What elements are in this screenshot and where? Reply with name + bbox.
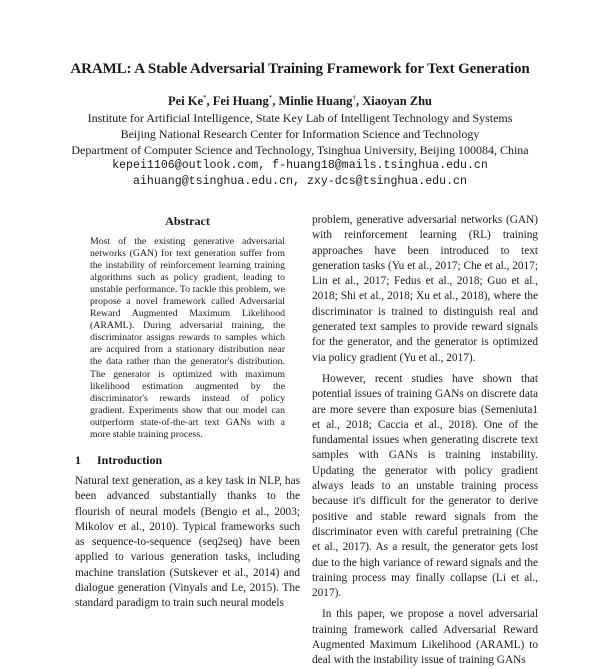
paragraph: However, recent studies have shown that potential issues of training GANs on discrete data are more severe than exposure bias (Semeniuta1 et al., 2018; Caccia et al., 2018). One of the fundamental issues when generating discrete text samples with GANs is training instability. Updating the generator with policy gradient always leads to an unstable training process because it's difficult for the generator to derive positive and stable reward signals from the discriminator even with careful pretraining (Che et al., 2017). As a result, the generator gets lost due to the high variance of reward signals and the training process may finally collapse (Li et al., 2017). [312, 372, 538, 600]
abstract-heading: Abstract [165, 214, 210, 228]
right-column [312, 213, 538, 669]
author-name: Xiaoyan Zhu [362, 94, 433, 109]
author-mark: * [268, 94, 273, 102]
paragraph: In this paper, we propose a novel adversarial training framework called Adversarial Reward Augmented Maximum Likelihood (ARAML) to deal with the instability issue of training GANs [312, 608, 538, 667]
section-heading [75, 453, 162, 468]
author-line: Pei Ke*, Fei Huang*, Minlie Huang†, Xiaoyan Zhu [167, 94, 433, 109]
affiliation-line: Department of Computer Science and Technology, Tsinghua University, Beijing 100084, China [71, 143, 529, 157]
affiliation-line: Institute for Artificial Intelligence, State Key Lab of Intelligent Technology and Systems [87, 111, 513, 125]
intro-paragraph [75, 474, 300, 612]
section-title: Introduction [97, 453, 163, 467]
author-name: Minlie Huang [278, 94, 353, 109]
email-line: kepei1106@outlook.com, f-huang18@mails.tsinghua.edu.cn [112, 159, 488, 172]
author-name: Fei Huang [212, 94, 269, 109]
author-mark: † [352, 94, 356, 102]
paragraph: Natural text generation, as a key task in NLP, has been advanced substantially thanks to the flourish of neural models (Bengio et al., 2003; Mikolov et al., 2010). Typical frameworks such as sequence-to-sequence (seq2seq) have been applied to various generation tasks, including machine translation (Sutskever et al., 2014) and dialogue generation (Vinyals and Le, 2015). The standard paradigm to train such neural models [75, 475, 300, 610]
section-number: 1 [75, 453, 81, 467]
paragraph: problem, generative adversarial networks (GAN) with reinforcement learning (RL) training approaches have been introduced to text generation tasks (Yu et al., 2017; Che et al., 2017; Lin et al., 2017; Fedus et al., 2018; Guo et al., 2018; Shi et al., 2018; Xu et al., 2018), where the discriminator is trained to distinguish real and generated text samples to provide reward signals for the generator, and the generator is optimized via policy gradient (Yu et al., 2017). [312, 214, 538, 364]
author-name: Pei Ke [167, 94, 204, 109]
abstract-text: Most of the existing generative adversarial networks (GAN) for text generation suffer from the instability of reinforcement learning training algorithms such as policy gradient, leading to unstable performance. To tackle this problem, we propose a novel framework called Adversarial Reward Augmented Maximum Likelihood (ARAML). During adversarial training, the discriminator assigns rewards to samples which are acquired from a stationary distribution near the data rather than the generator's distribution. The generator is optimized with maximum likelihood estimation augmented by the discriminator's rewards instead of policy gradient. Experiments show that our model can outperform state-of-the-art text GANs with a more stable training process. [90, 236, 285, 440]
paper-title: ARAML: A Stable Adversarial Training Framework for Text Generation [70, 61, 530, 77]
author-mark: * [203, 94, 207, 102]
affiliation-line: Beijing National Research Center for Information Science and Technology [120, 127, 480, 141]
email-line: aihuang@tsinghua.edu.cn, zxy-dcs@tsinghua.edu.cn [133, 175, 467, 188]
